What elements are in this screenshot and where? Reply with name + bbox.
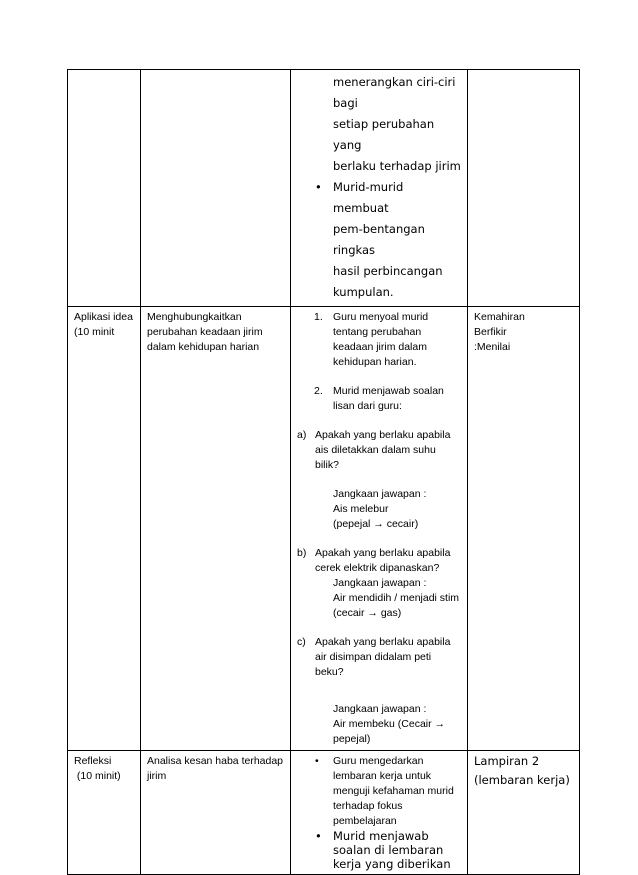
question-c: c) Apakah yang berlaku apabila air disimpan didalam peti beku? — [297, 636, 451, 678]
numbered-item: 1. Guru menyoal murid tentang perubahan keadaan jirim dalam kehidupan harian. — [314, 311, 429, 368]
answer-b: Jangkaan jawapan : Air mendidih / menjadi stim (cecair → gas) — [333, 577, 460, 619]
question-b: b) Apakah yang berlaku apabila cerek elektrik dipanaskan? — [297, 547, 451, 574]
skill-cell: Kemahiran Berfikir :Menilai — [468, 307, 580, 751]
text-line: setiap perubahan yang — [333, 117, 435, 152]
answer-a: Jangkaan jawapan : Ais melebur (pepejal → cecair) — [333, 488, 427, 530]
content-cell: Menghubungkaitkan perubahan keadaan jirim dalam kehidupan harian — [141, 307, 291, 751]
lesson-plan-table — [67, 69, 580, 875]
list-item: • Murid-murid membuat pem-bentangan ringkas hasil perbincangan kumpulan. — [333, 177, 461, 303]
bullet-list — [297, 177, 461, 303]
answer-c: Jangkaan jawapan : Air membeku (Cecair → pepejal) — [333, 703, 446, 745]
text-line: menerangkan ciri-ciri bagi — [333, 75, 456, 110]
list-item: • Murid menjawab soalan di lembaran kerja yang diberikan — [333, 829, 461, 871]
list-item: • Guru mengedarkan lembaran kerja untuk menguji kefahaman murid terhadap fokus pembelajaran — [333, 754, 461, 829]
cell-empty — [68, 70, 141, 307]
numbered-item: 2. Murid menjawab soalan lisan dari guru: — [314, 385, 444, 412]
cell-empty — [468, 70, 580, 307]
stage-cell: Aplikasi idea (10 minit — [68, 307, 141, 751]
content-cell: Analisa kesan haba terhadap jirim — [141, 751, 291, 875]
text-line: berlaku terhadap jirim — [333, 159, 461, 173]
bullet-list — [297, 754, 461, 871]
activity-cell — [291, 307, 468, 751]
resource-cell: Lampiran 2 (lembaran kerja) — [468, 751, 580, 875]
table-row — [68, 70, 580, 307]
question-a: a) Apakah yang berlaku apabila ais diletakkan dalam suhu bilik? — [297, 429, 451, 471]
cell-empty — [141, 70, 291, 307]
table-row — [68, 751, 580, 875]
stage-cell: Refleksi (10 minit) — [68, 751, 141, 875]
table-row — [68, 307, 580, 751]
activity-cell — [291, 70, 468, 307]
activity-cell — [291, 751, 468, 875]
